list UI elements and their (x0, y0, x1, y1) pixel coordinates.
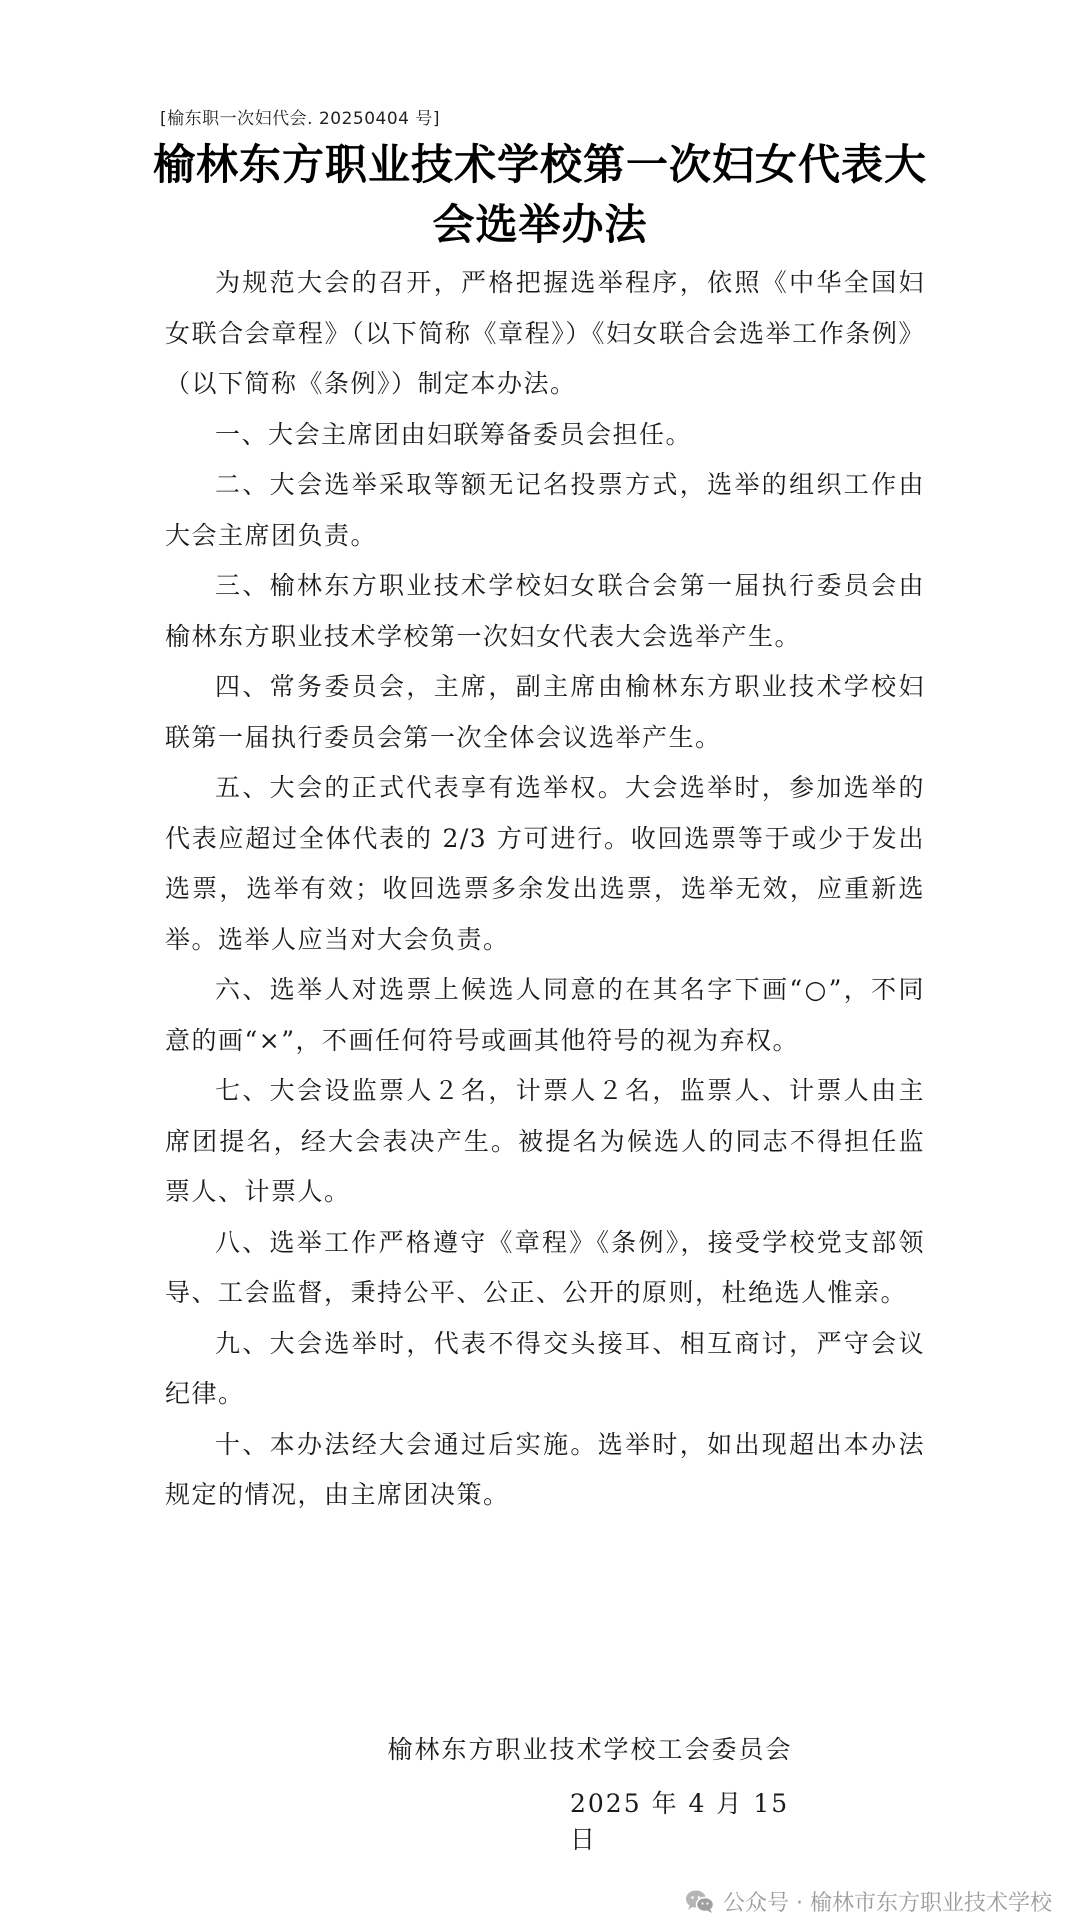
paragraph-article-6: 六、选举人对选票上候选人同意的在其名字下画“○”，不同意的画“×”，不画任何符号或画其他符号的视为弃权。 (165, 975, 925, 1055)
document-number: [榆东职一次妇代会. 20250404 号] (160, 109, 441, 129)
wechat-icon (685, 1889, 715, 1915)
document-title-line-1: 榆林东方职业技术学校第一次妇女代表大 (152, 140, 927, 189)
paragraph-intro: 为规范大会的召开，严格把握选举程序，依照《中华全国妇女联合会章程》（以下简称《章程》）《妇女联合会选举工作条例》（以下简称《条例》）制定本办法。 (165, 268, 925, 398)
paragraph-article-8: 八、选举工作严格遵守《章程》《条例》，接受学校党支部领导、工会监督，秉持公平、公正、公开的原则，杜绝选人惟亲。 (165, 1227, 925, 1307)
paragraph-article-3: 三、榆林东方职业技术学校妇女联合会第一届执行委员会由榆林东方职业技术学校第一次妇女代表大会选举产生。 (165, 571, 925, 651)
signature-date: 2025 年 4 月 15 日 (570, 1789, 790, 1854)
paragraph-article-4: 四、常务委员会，主席，副主席由榆林东方职业技术学校妇联第一届执行委员会第一次全体会议选举产生。 (165, 672, 925, 752)
watermark-text: 公众号 · 榆林市东方职业技术学校 (723, 1891, 1052, 1916)
paragraph-article-9: 九、大会选举时，代表不得交头接耳、相互商讨，严守会议纪律。 (165, 1328, 925, 1408)
document-body (165, 258, 925, 1521)
paragraph-article-1: 一、大会主席团由妇联筹备委员会担任。 (215, 419, 693, 449)
paragraph-article-5: 五、大会的正式代表享有选举权。大会选举时，参加选举的代表应超过全体代表的 2/3 方可进行。收回选票等于或少于发出选票，选举有效；收回选票多余发出选票，选举无效，应重新选举。选举人应当对大会负责。 (165, 773, 925, 954)
paragraph-article-2: 二、大会选举采取等额无记名投票方式，选举的组织工作由大会主席团负责。 (165, 470, 925, 550)
signature-organization: 榆林东方职业技术学校工会委员会 (387, 1735, 793, 1764)
paragraph-article-7: 七、大会设监票人２名，计票人２名，监票人、计票人由主席团提名，经大会表决产生。被提名为候选人的同志不得担任监票人、计票人。 (165, 1076, 925, 1206)
paragraph-article-10: 十、本办法经大会通过后实施。选举时，如出现超出本办法规定的情况，由主席团决策。 (165, 1429, 925, 1509)
watermark (685, 1886, 1052, 1917)
document-title-line-2: 会选举办法 (432, 200, 648, 249)
